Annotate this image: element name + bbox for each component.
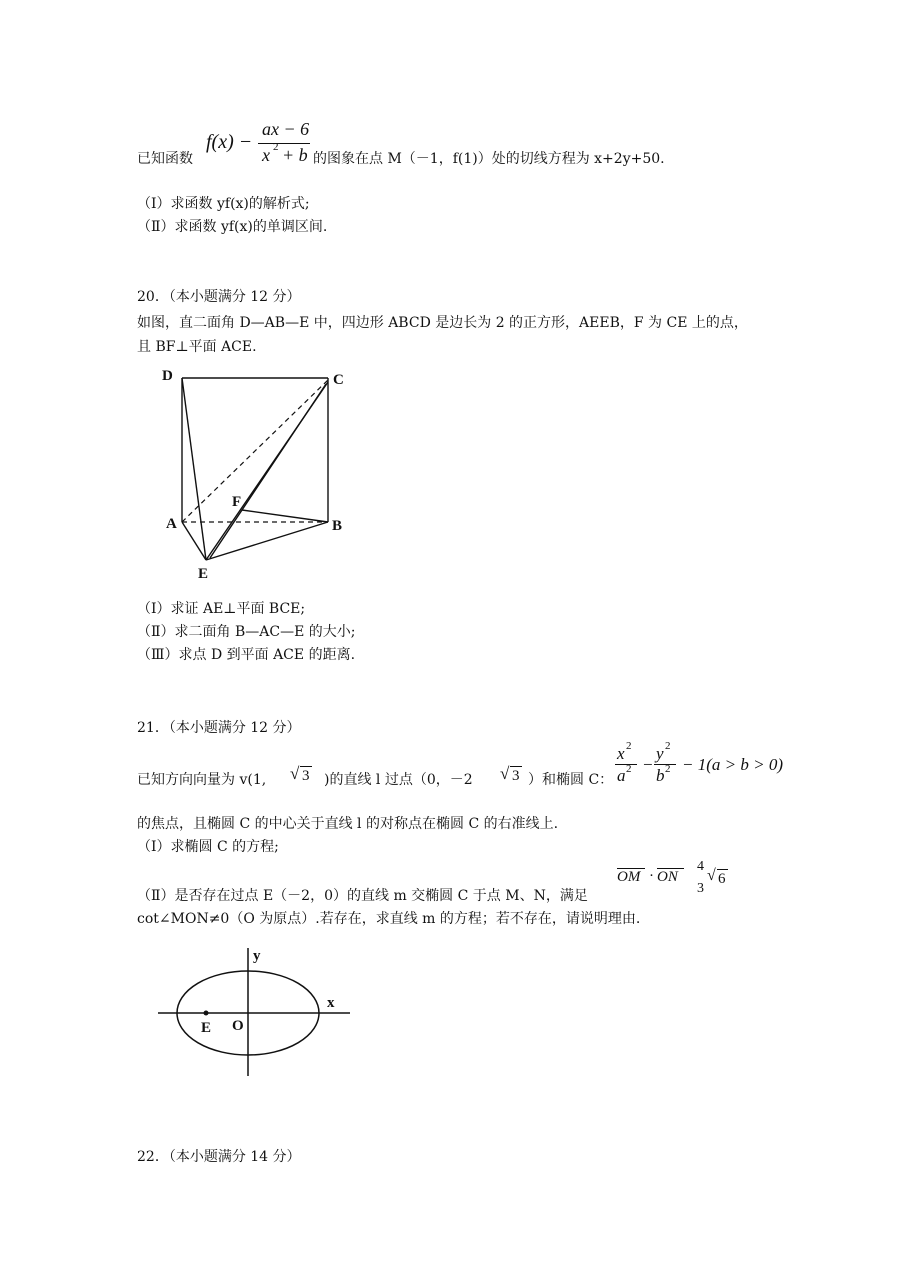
label-A: A xyxy=(166,516,177,532)
eq-y-num: y xyxy=(656,744,664,763)
q21-heading: 21．（本小题满分 12 分） xyxy=(137,720,301,736)
frac-num: 4 xyxy=(697,859,704,874)
label-C: C xyxy=(333,372,344,388)
q19-part-2: （Ⅱ）求函数 yf(x)的单调区间. xyxy=(137,219,328,235)
q21-line1-a: 已知方向向量为 v(1, xyxy=(137,772,267,788)
edge-AC-dashed xyxy=(182,380,328,522)
eq-rest: − 1(a > b > 0) xyxy=(682,755,783,774)
q21-part2-line2: cot∠MON≠0（O 为原点）.若存在，求直线 m 的方程；若不存在，请说明理由. xyxy=(137,911,641,927)
q21-line2: 的焦点，且椭圆 C 的中心关于直线 l 的对称点在椭圆 C 的右准线上. xyxy=(137,816,559,832)
q20-part-1: （Ⅰ）求证 AE⊥平面 BCE; xyxy=(137,601,306,617)
q19-formula-den-exp: 2 xyxy=(273,141,279,153)
q22-heading: 22．（本小题满分 14 分） xyxy=(137,1149,301,1165)
vec-om: OM xyxy=(617,869,641,885)
q21-line1-b: )的直线 l 过点（0，－2 xyxy=(324,772,473,788)
q21-figure xyxy=(150,940,360,1080)
q21-part2-line1: （Ⅱ）是否存在过点 E（－2，0）的直线 m 交椭圆 C 于点 M、N，满足 xyxy=(137,888,588,904)
label-E: E xyxy=(198,566,209,582)
q21-sqrt-sign-2: √ xyxy=(500,764,510,783)
eq-y-exp: 2 xyxy=(665,740,671,752)
q20-stem-line-1: 如图，直二面角 D—AB—E 中，四边形 ABCD 是边长为 2 的正方形，AEEB，F 为 CE 上的点， xyxy=(137,315,748,331)
edge-EC-inner xyxy=(210,384,326,558)
eq-x-num: x xyxy=(617,744,625,763)
eq-a-den: a xyxy=(617,766,626,785)
q19-suffix: 的图象在点 M（－1，f(1)）处的切线方程为 x+2y+50. xyxy=(313,151,665,167)
label-x: x xyxy=(327,995,335,1011)
q21-line1-c: ）和椭圆 C： xyxy=(528,772,614,788)
q19-formula-numerator: ax − 6 xyxy=(262,119,310,139)
q19-formula-den-rest: + b xyxy=(282,145,308,165)
vec-dot: · xyxy=(649,868,654,884)
label-E: E xyxy=(201,1020,212,1036)
point-E xyxy=(204,1011,209,1016)
eq-minus: − xyxy=(643,755,653,774)
label-y: y xyxy=(253,948,261,964)
eq-x-exp: 2 xyxy=(626,740,632,752)
q21-sqrt-bar-2 xyxy=(510,766,522,767)
label-B: B xyxy=(332,518,343,534)
q19-formula-bar xyxy=(258,143,310,144)
eq-a-exp: 2 xyxy=(626,763,632,775)
q20-part-2: （Ⅱ）求二面角 B—AC—E 的大小; xyxy=(137,624,356,640)
label-O: O xyxy=(232,1018,244,1034)
q20-part-3: （Ⅲ）求点 D 到平面 ACE 的距离. xyxy=(137,647,356,663)
q21-sqrt-bar-1 xyxy=(300,766,312,767)
label-F: F xyxy=(232,494,242,510)
q19-part-1: （Ⅰ）求函数 yf(x)的解析式; xyxy=(137,196,310,212)
q21-sqrt-value-1: 3 xyxy=(302,768,310,784)
q19-prefix: 已知函数 xyxy=(137,151,193,167)
q19-formula-den-x: x xyxy=(262,145,270,165)
root-sign: √ xyxy=(707,867,716,884)
edge-DE xyxy=(182,378,206,560)
q21-sqrt-value-2: 3 xyxy=(512,768,520,784)
root-bar xyxy=(717,869,728,870)
edge-EB xyxy=(206,522,328,560)
label-D: D xyxy=(162,368,173,384)
frac-den: 3 xyxy=(697,881,704,896)
q20-stem-line-2: 且 BF⊥平面 ACE. xyxy=(137,339,257,355)
q21-part1: （Ⅰ）求椭圆 C 的方程; xyxy=(137,839,279,855)
q20-heading: 20．（本小题满分 12 分） xyxy=(137,289,301,305)
q21-sqrt-sign-1: √ xyxy=(290,764,300,783)
root-value: 6 xyxy=(718,871,726,887)
q19-formula-lhs: f(x) − xyxy=(206,131,253,153)
vec-on: ON xyxy=(657,869,678,885)
eq-b-exp: 2 xyxy=(665,763,671,775)
q20-figure xyxy=(150,360,370,585)
edge-FB xyxy=(242,510,328,522)
eq-b-den: b xyxy=(656,766,665,785)
